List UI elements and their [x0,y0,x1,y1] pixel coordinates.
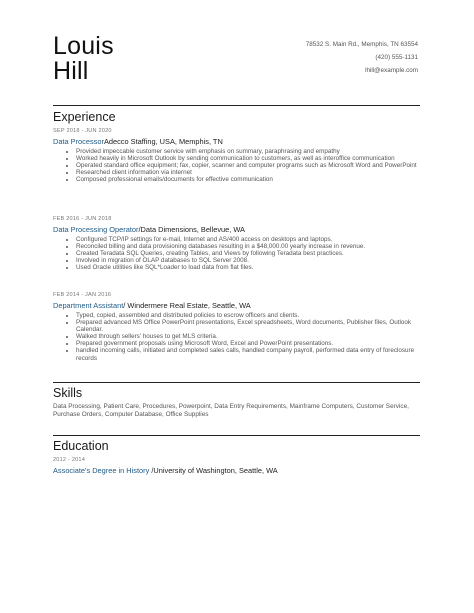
job-bullet: • Reconciled billing and data provisioning databases resulting in a $48,000.00 yearly increase in revenue. [76,243,420,250]
experience-entry [53,216,420,271]
experience-entry [53,128,420,183]
job-bullet: • handled incoming calls, initiated and completed sales calls, handled company payroll, performed data entry of foreclosure records [76,347,420,361]
school: /University of Washington, Seattle, WA [149,466,278,475]
skills-heading: Skills [53,386,83,400]
job-bullet: • Created Teradata SQL Queries, creating Tables, and Views by following Teradata best practices. [76,250,420,257]
job-heading [53,301,420,310]
contact-phone: (420) 555-1131 [375,53,418,61]
skills-list: Data Processing, Patient Care, Procedures, Powerpoint, Data Entry Requirements, Mainframe Computers, Customer Service, Purchase Orders, Computer Database, Office Supplies [53,403,409,419]
education-heading-line [53,466,420,475]
job-title: Department Assistant [53,301,124,310]
job-dates: SEP 2018 - JUN 2020 [53,128,112,134]
education-dates: 2012 - 2014 [53,457,86,463]
job-bullet: • Worked heavily in Microsoft Outlook by sending communication to customers, as well as interoffice communication [76,155,420,162]
contact-email[interactable]: lhill@example.com [365,66,418,74]
experience-heading: Experience [53,110,116,124]
job-bullet: • Used Oracle utilities like SQL*Loader to load data from flat files. [76,264,420,271]
job-title: Data Processor [53,137,104,146]
job-bullet: • Operated standard office equipment; fax, copier, scanner and computer programs such as Microsoft Word and PowerPoint [76,162,420,169]
job-bullets [53,312,420,362]
job-employer: / Windermere Real Estate, Seattle, WA [123,301,251,310]
job-bullet: • Configured TCP/IP settings for e-mail, Internet and AS/400 access on desktops and laptops. [76,236,420,243]
first-name: Louis [53,32,114,60]
job-bullets [53,236,420,271]
last-name: Hill [53,57,89,85]
education-entry [53,457,420,475]
degree: Associate's Degree in History [53,466,150,475]
job-bullet: • Walked through sellers' houses to get MLS criteria. [76,333,420,340]
candidate-name [53,34,114,84]
job-bullet: • Provided impeccable customer service with emphasis on summary, paraphrasing and empathy [76,148,420,155]
job-bullet: • Prepared government proposals using Microsoft Word, Excel and PowerPoint presentations. [76,340,420,347]
job-bullet: • Composed professional emails/documents for effective communication [76,176,420,183]
job-dates: FEB 2016 - JUN 2018 [53,216,112,222]
experience-entry [53,292,420,362]
job-dates: FEB 2014 - JAN 2016 [53,292,112,298]
job-bullets [53,148,420,183]
education-divider [53,435,420,436]
skills-divider [53,382,420,383]
job-employer: /Data Dimensions, Bellevue, WA [138,225,245,234]
job-bullet: • Researched client information via internet [76,169,420,176]
job-bullet: • Typed, copied, assembled and distributed policies to escrow officers and clients. [76,312,420,319]
job-employer: Adecco Staffing, USA, Memphis, TN [103,137,223,146]
contact-address: 78532 S. Main Rd., Memphis, TN 63554 [305,41,418,48]
experience-divider [53,105,420,106]
job-bullet: • Prepared advanced MS Office PowerPoint presentations, Excel spreadsheets, Word documents, Publisher files, Outlook Calendar. [76,319,420,333]
job-heading [53,137,420,146]
job-bullet: • Involved in migration of OLAP databases to SQL Server 2008. [76,257,420,264]
job-heading [53,225,420,234]
education-heading: Education [53,439,109,453]
contact-block [306,42,418,81]
job-title: Data Processing Operator [53,225,139,234]
